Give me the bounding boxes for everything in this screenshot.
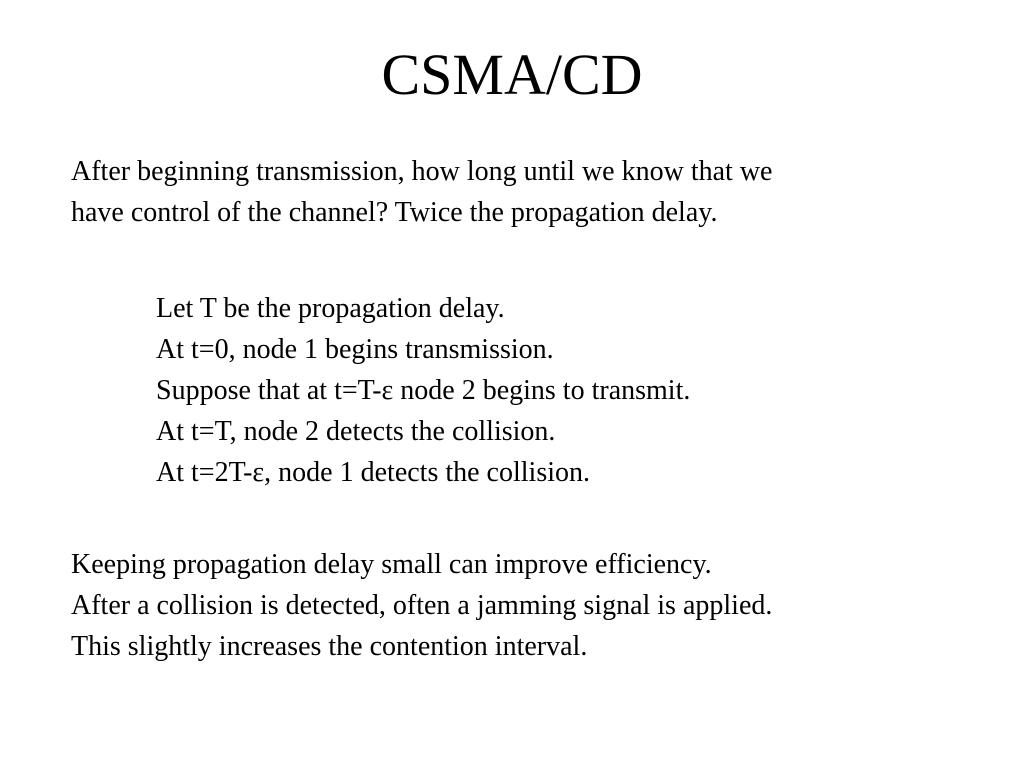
step-line: Suppose that at t=T-ε node 2 begins to transmit. bbox=[156, 375, 691, 406]
step-line: At t=0, node 1 begins transmission. bbox=[156, 334, 554, 365]
note-line: This slightly increases the contention interval. bbox=[71, 631, 588, 662]
notes-paragraph bbox=[71, 544, 772, 667]
intro-paragraph bbox=[71, 151, 772, 233]
step-line: At t=2T-ε, node 1 detects the collision. bbox=[156, 457, 590, 488]
note-line: Keeping propagation delay small can improve efficiency. bbox=[71, 549, 712, 580]
note-line: After a collision is detected, often a jamming signal is applied. bbox=[71, 590, 773, 621]
step-line: At t=T, node 2 detects the collision. bbox=[156, 416, 556, 447]
step-line: Let T be the propagation delay. bbox=[156, 293, 505, 324]
intro-line: have control of the channel? Twice the propagation delay. bbox=[71, 197, 718, 228]
intro-line: After beginning transmission, how long until we know that we bbox=[71, 156, 773, 187]
slide-title: CSMA/CD bbox=[381, 42, 643, 107]
timeline-steps bbox=[156, 288, 690, 493]
